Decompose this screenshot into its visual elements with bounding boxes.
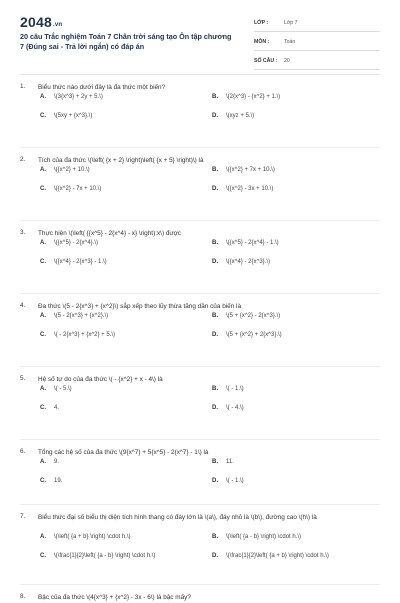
answer-option-d[interactable] bbox=[212, 259, 270, 265]
answer-option-c[interactable] bbox=[40, 259, 107, 265]
option-text: \(\frac{1}{2}\left( {a + b} \right) \cdot h.\) bbox=[226, 553, 329, 559]
option-letter: B. bbox=[212, 240, 218, 246]
logo-domain: .vn bbox=[52, 22, 63, 28]
answer-option-a[interactable] bbox=[40, 534, 131, 540]
answer-option-a[interactable] bbox=[40, 94, 103, 100]
option-letter: A. bbox=[40, 240, 46, 246]
answer-option-c[interactable] bbox=[40, 553, 155, 559]
option-text: \(2{x^3} - {x^2} + 1.\) bbox=[226, 94, 281, 100]
question-number: 4. bbox=[20, 302, 26, 309]
info-row-subject bbox=[254, 35, 380, 51]
option-text: \({x^2} + 10.\) bbox=[54, 167, 90, 173]
option-letter: D. bbox=[212, 259, 218, 265]
option-text: \(\frac{1}{2}\left( {a - b} \right) \cdot h.\) bbox=[54, 553, 156, 559]
option-text: \(xyz + 5.\) bbox=[226, 113, 255, 119]
question-text: Thực hiện \(\left( {{x^5} - 2{x^4} - x} \right):x\) được bbox=[38, 230, 182, 237]
info-row-count bbox=[254, 54, 380, 70]
answer-option-b[interactable] bbox=[212, 313, 280, 319]
option-text: \({x^2} - 7x + 10.\) bbox=[54, 186, 102, 192]
question-text: Tổng các hệ số của đa thức \(9{x^7} + 5{x^5} - 2{x^7} - 1\) là bbox=[38, 449, 209, 456]
answer-option-c[interactable] bbox=[40, 186, 101, 192]
info-value: Lớp 7 bbox=[284, 20, 298, 26]
option-letter: C. bbox=[40, 553, 46, 559]
question-text: Bậc của đa thức \(4{x^3} + {x^2} - 3x - 6\) là bậc mấy? bbox=[38, 594, 191, 601]
info-row-class bbox=[254, 16, 380, 32]
option-letter: C. bbox=[40, 186, 46, 192]
option-letter: D. bbox=[212, 478, 218, 484]
option-letter: A. bbox=[40, 534, 46, 540]
option-letter: D. bbox=[212, 186, 218, 192]
option-text: \( - 2{x^3} + {x^2} + 5.\) bbox=[54, 332, 115, 338]
logo-text: 2048 bbox=[20, 14, 52, 30]
option-text: \({x^4} - 2{x^3}.\) bbox=[226, 259, 270, 265]
answer-option-a[interactable] bbox=[40, 167, 90, 173]
option-letter: C. bbox=[40, 332, 46, 338]
option-letter: D. bbox=[212, 332, 218, 338]
option-letter: A. bbox=[40, 459, 46, 465]
option-letter: C. bbox=[40, 405, 46, 411]
option-text: \({x^4} - 2{x^3} - 1.\) bbox=[54, 259, 107, 265]
option-letter: C. bbox=[40, 113, 46, 119]
answer-option-b[interactable] bbox=[212, 459, 234, 465]
question-text: Biểu thức nào dưới đây là đa thức một biến? bbox=[38, 84, 166, 91]
info-key: MÔN : bbox=[254, 39, 270, 45]
option-text: \(5 + {x^2} - 2{x^3}.\) bbox=[226, 313, 281, 319]
option-text: \( - 1.\) bbox=[226, 386, 244, 392]
option-letter: D. bbox=[212, 553, 218, 559]
question-divider bbox=[20, 504, 380, 505]
question-text: Hệ số tự do của đa thức \( - {x^2} + x - 4\) là bbox=[38, 376, 163, 383]
option-text: \(\left( {a + b} \right) \cdot h.\) bbox=[54, 534, 131, 540]
answer-option-a[interactable] bbox=[40, 386, 72, 392]
option-letter: C. bbox=[40, 259, 46, 265]
document-title: 20 câu Trắc nghiệm Toán 7 Chân trời sáng tạo Ôn tập chương 7 (Đúng sai - Trả lời ngắn) có đáp án bbox=[20, 32, 232, 51]
option-letter: A. bbox=[40, 167, 46, 173]
option-letter: B. bbox=[212, 534, 218, 540]
option-text: 11. bbox=[226, 459, 234, 465]
question-text: Biểu thức đại số biểu thị diện tích hình thang có đáy lớn là \(a\), đáy nhỏ là \(b\), đường cao \(h\) là bbox=[38, 514, 317, 521]
info-panel bbox=[254, 16, 380, 73]
question-number: 5. bbox=[20, 375, 26, 382]
question-number: 1. bbox=[20, 83, 26, 90]
option-text: \({x^5} - 2{x^4} - 1.\) bbox=[226, 240, 279, 246]
option-letter: B. bbox=[212, 313, 218, 319]
option-text: \({x^2} + 7x + 10.\) bbox=[226, 167, 275, 173]
answer-option-d[interactable] bbox=[212, 186, 273, 192]
question-number: 2. bbox=[20, 156, 26, 163]
answer-option-b[interactable] bbox=[212, 386, 244, 392]
option-letter: B. bbox=[212, 386, 218, 392]
option-letter: B. bbox=[212, 167, 218, 173]
answer-option-c[interactable] bbox=[40, 478, 62, 484]
option-text: \(3{x^3} + 2y + 5.\) bbox=[54, 94, 103, 100]
question-divider bbox=[20, 293, 380, 294]
answer-option-d[interactable] bbox=[212, 405, 244, 411]
option-text: \({x^2} - 3x + 10.\) bbox=[226, 186, 274, 192]
header-divider bbox=[20, 74, 380, 75]
question-number: 6. bbox=[20, 448, 26, 455]
answer-option-a[interactable] bbox=[40, 240, 98, 246]
option-letter: B. bbox=[212, 94, 218, 100]
option-letter: D. bbox=[212, 113, 218, 119]
question-divider bbox=[20, 439, 380, 440]
question-divider bbox=[20, 584, 380, 585]
answer-option-c[interactable] bbox=[40, 405, 59, 411]
option-text: \(5 - 2{x^3} + {x^2}.\) bbox=[54, 313, 109, 319]
info-key: SỐ CÂU : bbox=[254, 58, 278, 64]
question-number: 3. bbox=[20, 229, 26, 236]
option-letter: A. bbox=[40, 386, 46, 392]
option-letter: D. bbox=[212, 405, 218, 411]
option-text: 19. bbox=[54, 478, 63, 484]
question-divider bbox=[20, 366, 380, 367]
option-letter: C. bbox=[40, 478, 46, 484]
option-text: \(5xy + {x^3}.\) bbox=[54, 113, 93, 119]
option-text: \( - 1.\) bbox=[226, 478, 244, 484]
option-text: 9. bbox=[54, 459, 60, 465]
answer-option-d[interactable] bbox=[212, 332, 282, 338]
question-divider bbox=[20, 147, 380, 148]
question-number: 7. bbox=[20, 513, 26, 520]
site-logo[interactable] bbox=[20, 14, 62, 30]
option-text: \({x^5} - 2{x^4}.\) bbox=[54, 240, 98, 246]
option-letter: B. bbox=[212, 459, 218, 465]
document-header bbox=[0, 0, 400, 68]
question-divider bbox=[20, 220, 380, 221]
info-key: LỚP : bbox=[254, 20, 269, 26]
question-number: 8. bbox=[20, 593, 26, 600]
answer-option-c[interactable] bbox=[40, 113, 92, 119]
option-letter: A. bbox=[40, 94, 46, 100]
question-text: Đa thức \(5 - 2{x^3} + {x^2}\) sắp xếp theo lũy thừa tăng dần của biến là bbox=[38, 303, 242, 310]
answer-option-c[interactable] bbox=[40, 332, 115, 338]
option-text: 4. bbox=[54, 405, 60, 411]
answer-option-d[interactable] bbox=[212, 478, 244, 484]
question-text: Tích của đa thức \(\left( {x + 2} \right)\left( {x + 5} \right)\) là bbox=[38, 157, 204, 164]
answer-option-d[interactable] bbox=[212, 553, 329, 559]
option-text: \( - 5.\) bbox=[54, 386, 72, 392]
option-text: \(5 + {x^2} + 2{x^3}.\) bbox=[226, 332, 282, 338]
answer-option-b[interactable] bbox=[212, 94, 280, 100]
answer-option-b[interactable] bbox=[212, 534, 301, 540]
option-text: \( - 4.\) bbox=[226, 405, 244, 411]
answer-option-b[interactable] bbox=[212, 167, 275, 173]
answer-option-a[interactable] bbox=[40, 313, 108, 319]
answer-option-a[interactable] bbox=[40, 459, 59, 465]
answer-option-d[interactable] bbox=[212, 113, 254, 119]
option-letter: A. bbox=[40, 313, 46, 319]
info-value: Toán bbox=[284, 39, 296, 45]
option-text: \(\left( {a - b} \right) \cdot h.\) bbox=[226, 534, 302, 540]
answer-option-b[interactable] bbox=[212, 240, 279, 246]
info-value: 20 bbox=[284, 58, 290, 64]
